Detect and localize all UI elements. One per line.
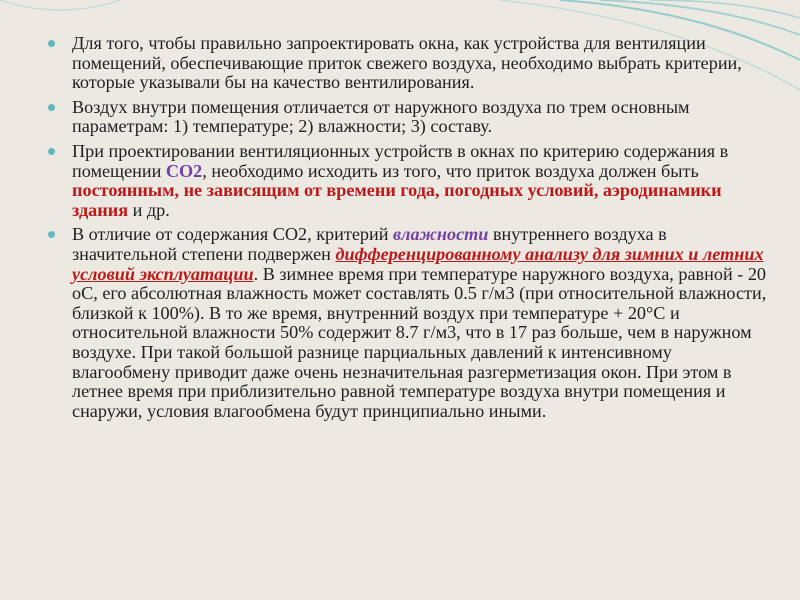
slide-content	[48, 34, 768, 426]
differentiated-analysis-emphasis: дифференцированному анализу для зимних и летних условий эксплуатации	[72, 243, 764, 284]
co2-highlight: СО2	[165, 160, 203, 181]
bullet-dot-icon	[48, 231, 55, 238]
bullet-dot-icon	[48, 148, 55, 155]
bullet-item-1	[48, 34, 768, 93]
bullet-text: Для того, чтобы правильно запроектировать окна, как устройства для вентиляции помещений, обеспечивающие приток свежего воздуха, необходимо выбрать критерии, которые указывали бы на качество вентилирования.	[72, 33, 742, 93]
bullet-item-2	[48, 98, 768, 137]
bullet-dot-icon	[48, 40, 55, 47]
bullet-list	[48, 34, 768, 421]
bullet-text: . В зимнее время при температуре наружного воздуха, равной - 20 оС, его абсолютная влажность может составлять 0.5 г/м3 (при относительной влажности, близкой к 100%). В то же время, внутренний воздух при температуре + 20°С и относительной влажности 50% содержит 8.7 г/м3, что в 17 раз больше, чем в наружном воздухе. При такой большой разнице парциальных давлений к интенсивному влагообмену приводит даже очень незначительная разгерметизация окон. При этом в летнее время при приблизительно равной температуре воздуха внутри помещения и снаружи, условия влагообмена будут принципиально иными.	[72, 263, 767, 421]
humidity-highlight: влажности	[393, 224, 489, 245]
bullet-dot-icon	[48, 104, 55, 111]
bullet-item-4	[48, 225, 768, 421]
bullet-text: внутреннего воздуха в значительной степени подвержен	[72, 224, 667, 264]
bullet-text: и др.	[128, 199, 170, 220]
bullet-text: , необходимо исходить из того, что приток воздуха должен быть	[202, 160, 699, 181]
bullet-text: В отличие от содержания СО2, критерий	[72, 224, 394, 245]
bullet-text: Воздух внутри помещения отличается от наружного воздуха по трем основным параметрам: 1) температуре; 2) влажности; 3) составу.	[72, 96, 690, 137]
bullet-item-3	[48, 142, 768, 220]
bullet-text: При проектировании вентиляционных устройств в окнах по критерию содержания в помещении	[72, 140, 729, 181]
constant-airflow-emphasis: постоянным, не зависящим от времени года, погодных условий, аэродинамики здания	[72, 180, 722, 220]
